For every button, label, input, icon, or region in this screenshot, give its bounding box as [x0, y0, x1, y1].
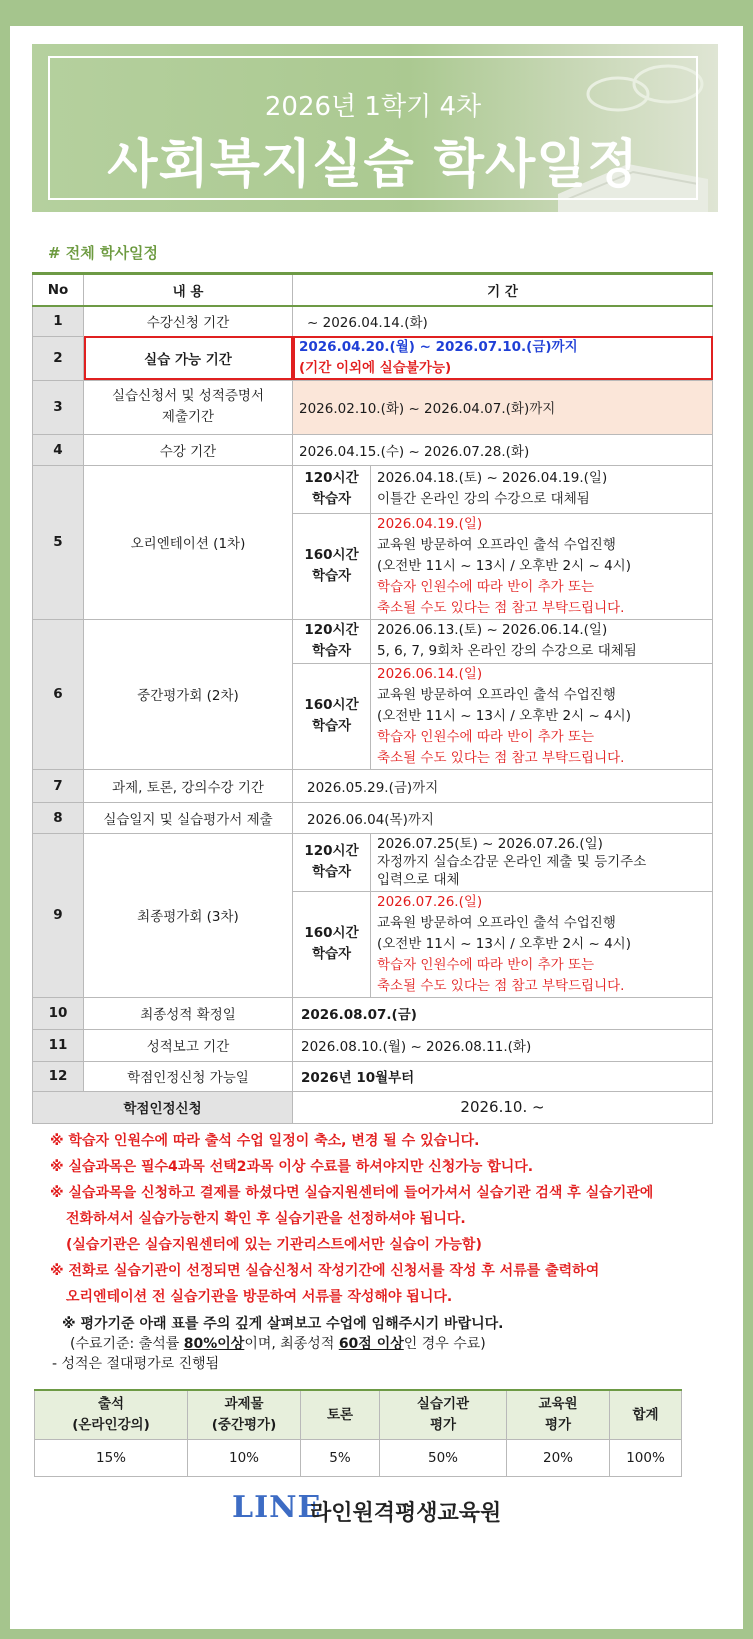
grading-header-line: 합계	[632, 1406, 659, 1423]
row-number: 12	[33, 1061, 84, 1091]
detail-line: 학습자 인원수에 따라 반이 추가 또는	[377, 956, 595, 973]
row-item	[84, 380, 293, 434]
row-item: 수강신청 기간	[84, 306, 293, 336]
grading-value: 100%	[610, 1440, 682, 1477]
learner-type	[293, 833, 371, 891]
grading-value: 10%	[188, 1440, 301, 1477]
grading-value: 5%	[301, 1440, 380, 1477]
row-item: 성적보고 기간	[84, 1029, 293, 1061]
table-row	[33, 802, 713, 833]
table-row	[33, 465, 713, 513]
learner-hours: 160시간	[304, 547, 359, 563]
evaluation-criteria	[52, 1314, 504, 1374]
learner-type	[293, 465, 371, 513]
criteria-text: (수료기준: 출석률	[70, 1336, 184, 1352]
learner-type	[293, 663, 371, 769]
detail-line: 2026.07.26.(일)	[377, 893, 483, 910]
row-number: 6	[33, 619, 84, 769]
detail-line: 교육원 방문하여 오프라인 출석 수업진행	[377, 914, 616, 931]
table-row	[33, 619, 713, 663]
detail-line: 자정까지 실습소감문 온라인 제출 및 등기주소	[377, 854, 647, 870]
grading-value: 50%	[380, 1440, 507, 1477]
table-row	[33, 380, 713, 434]
header-banner	[32, 44, 718, 212]
table-row	[33, 336, 713, 380]
absolute-grading-note: - 성적은 절대평가로 진행됨	[52, 1356, 220, 1372]
practice-period-note: (기간 이외에 실습불가능)	[299, 360, 452, 376]
grading-header-line: 출석	[97, 1396, 125, 1412]
row-period-highlighted	[293, 336, 713, 380]
row-item: 수강 기간	[84, 434, 293, 465]
detail-line: (오전반 11시 ~ 13시 / 오후반 2시 ~ 4시)	[377, 935, 631, 952]
credit-label: 학점인정신청	[33, 1091, 293, 1123]
table-header-row	[33, 274, 713, 307]
banner-title: 사회복지실습 학사일정	[107, 135, 639, 195]
learner-hours: 160시간	[304, 925, 359, 941]
detail-line: 축소될 수도 있다는 점 참고 부탁드립니다.	[377, 599, 625, 616]
grading-header-line: 교육원	[538, 1396, 578, 1412]
header-content: 내 용	[84, 274, 293, 307]
row-number: 9	[33, 833, 84, 997]
learner-hours: 120시간	[304, 470, 359, 486]
learner-detail	[371, 619, 713, 663]
learner-detail	[371, 513, 713, 619]
row-item: 최종평가회 (3차)	[84, 833, 293, 997]
row-item: 과제, 토론, 강의수강 기간	[84, 769, 293, 802]
notice-item: ※ 학습자 인원수에 따라 출석 수업 일정이 축소, 변경 될 수 있습니다.	[50, 1133, 480, 1149]
criteria-text: 인 경우 수료)	[403, 1336, 486, 1352]
row-period: ~ 2026.04.14.(화)	[293, 306, 713, 336]
learner-detail	[371, 833, 713, 891]
detail-line: 축소될 수도 있다는 점 참고 부탁드립니다.	[377, 977, 625, 994]
learner-label: 학습자	[311, 864, 352, 880]
criteria-text: 이며, 최종성적	[244, 1336, 339, 1352]
row-item-line: 실습신청서 및 성적증명서	[111, 388, 265, 404]
grading-header	[188, 1390, 301, 1440]
grading-header	[610, 1390, 682, 1440]
row-period: 2026.05.29.(금)까지	[293, 769, 713, 802]
header-no: No	[33, 274, 84, 307]
grading-table	[34, 1389, 682, 1477]
header-period: 기 간	[293, 274, 713, 307]
detail-line: 학습자 인원수에 따라 반이 추가 또는	[377, 728, 595, 745]
detail-line: 2026.06.13.(토) ~ 2026.06.14.(일)	[377, 622, 608, 638]
detail-line: 2026.04.19.(일)	[377, 515, 483, 532]
schedule-table	[32, 272, 713, 1124]
row-number: 7	[33, 769, 84, 802]
detail-line: 2026.07.25(토) ~ 2026.07.26.(일)	[377, 836, 603, 852]
notice-item: ※ 실습과목을 신청하고 결제를 하셨다면 실습지원센터에 들어가셔서 실습기관 검색 후 실습기관에	[50, 1185, 654, 1201]
grading-header	[380, 1390, 507, 1440]
learner-label: 학습자	[311, 946, 352, 962]
detail-line: 2026.06.14.(일)	[377, 665, 483, 682]
learner-detail	[371, 663, 713, 769]
grading-header-line: 토론	[326, 1406, 354, 1423]
row-period: 2026.06.04(목)까지	[293, 802, 713, 833]
row-item: 학점인정신청 가능일	[84, 1061, 293, 1091]
learner-label: 학습자	[311, 643, 352, 659]
banner-subtitle: 2026년 1학기 4차	[264, 92, 482, 122]
detail-line: 2026.04.18.(토) ~ 2026.04.19.(일)	[377, 470, 608, 486]
grading-value: 15%	[35, 1440, 188, 1477]
row-number: 10	[33, 997, 84, 1029]
grading-header	[301, 1390, 380, 1440]
table-row	[33, 769, 713, 802]
learner-type	[293, 513, 371, 619]
grading-header	[507, 1390, 610, 1440]
table-row	[33, 1029, 713, 1061]
row-number: 11	[33, 1029, 84, 1061]
row-item: 최종성적 확정일	[84, 997, 293, 1029]
score-threshold: 60점 이상	[338, 1336, 404, 1352]
grading-header-line: (온라인강의)	[72, 1417, 150, 1433]
detail-line: 입력으로 대체	[377, 872, 460, 888]
notice-item-continued: 오리엔테이션 전 실습기관을 방문하여 서류를 작성해야 됩니다.	[66, 1289, 453, 1305]
table-row	[33, 306, 713, 336]
learner-label: 학습자	[311, 491, 352, 507]
row-number: 1	[33, 306, 84, 336]
table-row	[33, 997, 713, 1029]
learner-label: 학습자	[311, 718, 352, 734]
notice-item-continued: (실습기관은 실습지원센터에 있는 기관리스트에서만 실습이 가능함)	[66, 1237, 482, 1253]
attendance-threshold: 80%이상	[183, 1336, 245, 1352]
row-number: 4	[33, 434, 84, 465]
table-row	[33, 1061, 713, 1091]
notice-item: ※ 전화로 실습기관이 선정되면 실습신청서 작성기간에 신청서를 작성 후 서류를 출력하여	[50, 1263, 600, 1279]
learner-hours: 120시간	[304, 622, 359, 638]
row-period: 2026년 10월부터	[293, 1061, 713, 1091]
grading-value: 20%	[507, 1440, 610, 1477]
row-item: 실습일지 및 실습평가서 제출	[84, 802, 293, 833]
row-item-highlighted: 실습 가능 기간	[84, 336, 293, 380]
detail-line: (오전반 11시 ~ 13시 / 오후반 2시 ~ 4시)	[377, 557, 631, 574]
detail-line: 이틀간 온라인 강의 수강으로 대체됨	[377, 491, 590, 507]
notice-item: ※ 실습과목은 필수4과목 선택2과목 이상 수료를 하셔야지만 신청가능 합니다.	[50, 1159, 534, 1175]
detail-line: 학습자 인원수에 따라 반이 추가 또는	[377, 578, 595, 595]
learner-type	[293, 619, 371, 663]
practice-period-text: 2026.04.20.(월) ~ 2026.07.10.(금)까지	[299, 339, 578, 355]
notice-list	[50, 1128, 730, 1310]
row-number: 3	[33, 380, 84, 434]
grading-value-row	[35, 1440, 682, 1477]
learner-detail	[371, 891, 713, 997]
grading-header-line: 평가	[544, 1417, 572, 1433]
banner-inner-border	[48, 56, 698, 200]
table-row	[33, 833, 713, 891]
detail-line: 5, 6, 7, 9회차 온라인 강의 수강으로 대체됨	[377, 643, 637, 659]
completion-criteria	[62, 1334, 503, 1354]
row-number: 5	[33, 465, 84, 619]
table-row-credit	[33, 1091, 713, 1123]
table-row	[33, 434, 713, 465]
row-number: 8	[33, 802, 84, 833]
row-period: 2026.04.15.(수) ~ 2026.07.28.(화)	[293, 434, 713, 465]
line-logo-mark: LINE	[232, 1490, 322, 1525]
grading-header-line: (중간평가)	[211, 1417, 277, 1433]
grading-header-line: 평가	[429, 1417, 457, 1433]
row-period: 2026.08.07.(금)	[293, 997, 713, 1029]
learner-type	[293, 891, 371, 997]
grading-header-row	[35, 1390, 682, 1440]
institution-name: 라인원격평생교육원	[310, 1501, 502, 1526]
detail-line: (오전반 11시 ~ 13시 / 오후반 2시 ~ 4시)	[377, 707, 631, 724]
row-item: 오리엔테이션 (1차)	[84, 465, 293, 619]
row-number: 2	[33, 336, 84, 380]
notice-item-continued: 전화하셔서 실습가능한지 확인 후 실습기관을 선정하셔야 됩니다.	[66, 1211, 466, 1227]
learner-detail	[371, 465, 713, 513]
row-item: 중간평가회 (2차)	[84, 619, 293, 769]
grading-header-line: 과제물	[224, 1396, 264, 1412]
learner-hours: 160시간	[304, 697, 359, 713]
row-item-line: 제출기간	[161, 409, 215, 425]
detail-line: 교육원 방문하여 오프라인 출석 수업진행	[377, 536, 616, 553]
learner-label: 학습자	[311, 568, 352, 584]
row-period: 2026.02.10.(화) ~ 2026.04.07.(화)까지	[293, 380, 713, 434]
detail-line: 교육원 방문하여 오프라인 출석 수업진행	[377, 686, 616, 703]
learner-hours: 120시간	[304, 843, 359, 859]
row-period: 2026.08.10.(월) ~ 2026.08.11.(화)	[293, 1029, 713, 1061]
grading-header	[35, 1390, 188, 1440]
evaluation-title: ※ 평가기준 아래 표를 주의 깊게 살펴보고 수업에 임해주시기 바랍니다.	[62, 1316, 504, 1332]
grading-header-line: 실습기관	[416, 1396, 470, 1412]
detail-line: 축소될 수도 있다는 점 참고 부탁드립니다.	[377, 749, 625, 766]
section-title: # 전체 학사일정	[48, 244, 158, 262]
credit-period: 2026.10. ~	[293, 1091, 713, 1123]
